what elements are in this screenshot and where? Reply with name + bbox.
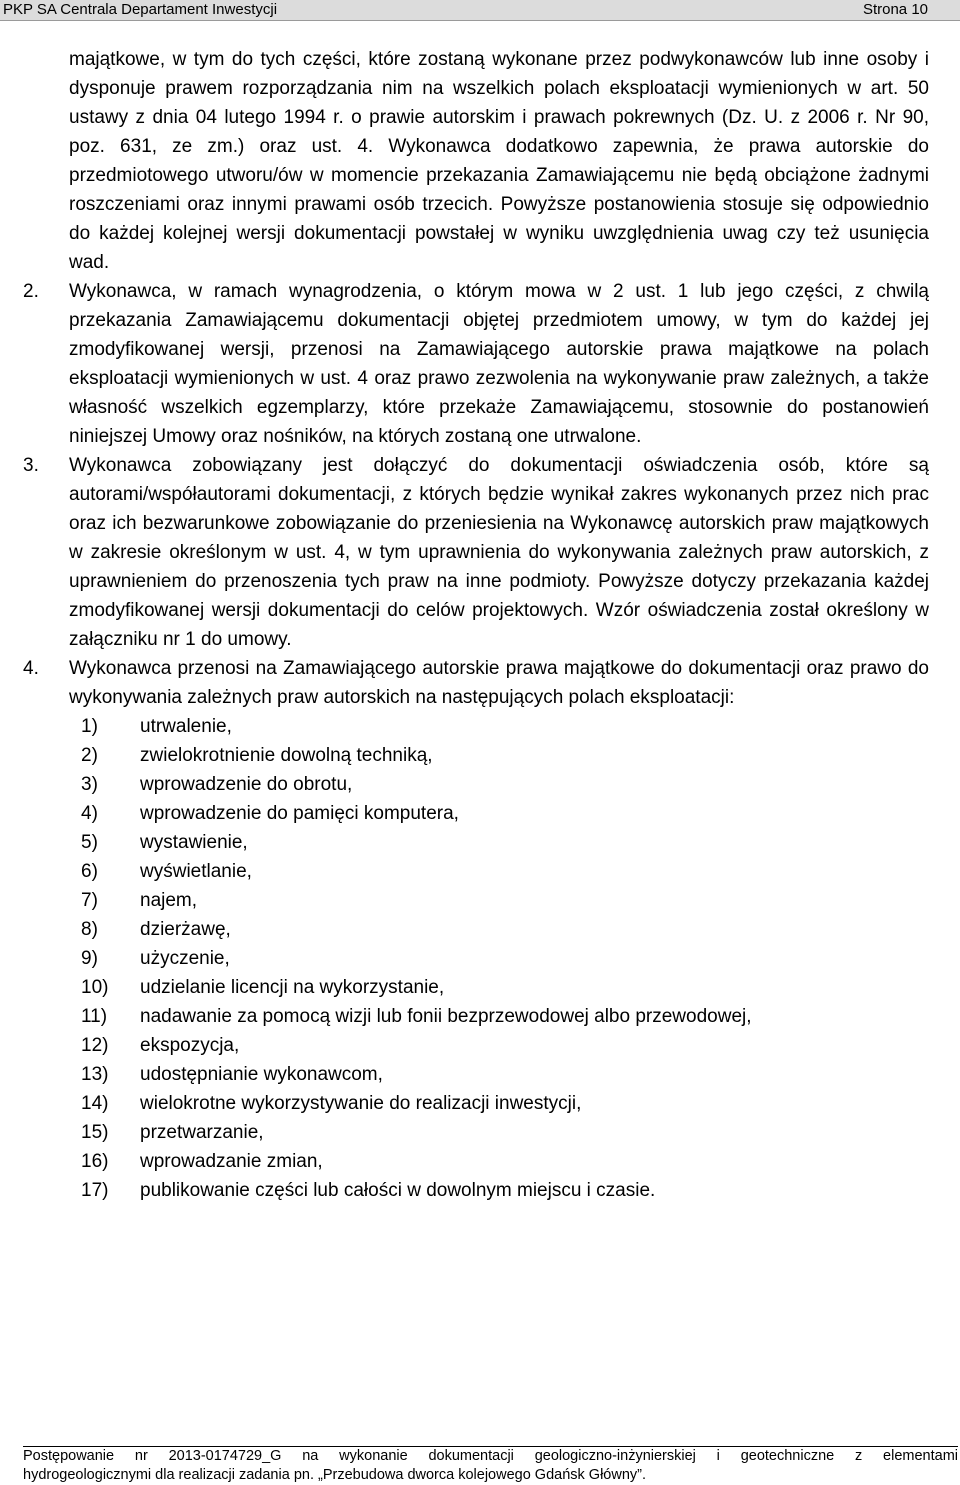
field-number: 9) [81,948,98,969]
intro-paragraph: majątkowe, w tym do tych części, które zostaną wykonane przez podwykonawców lub inne osoby i dysponuje prawem rozporządzania nim na wszelkich polach eksploatacji wymienionych w art. 50 ustawy z dnia 04 lutego 1994 r. o prawie autorskim i prawach pokrewnych (Dz. U. z 2006 r. Nr 90, poz. 631, ze zm.) oraz ust. 4. Wykonawca dodatkowo zapewnia, że prawa autorskie do przedmiotowego utworu/ów w momencie przekazania Zamawiającemu nie będą obciążone żadnymi roszczeniami oraz innymi prawami osób trzecich. Powyższe postanowienia stosuje się odpowiednio do każdej kolejnej wersji dokumentacji powstałej w wyniku uwzględnienia uwag czy też usunięcia wad. [69,49,929,273]
list-item [69,1118,929,1147]
list-item [69,712,929,741]
list-item [69,1089,929,1118]
list-item [69,799,929,828]
footer-line-2: hydrogeologicznymi dla realizacji zadania pn. „Przebudowa dworca kolejowego Gdańsk Główny”. [23,1467,647,1483]
field-number: 15) [81,1122,109,1143]
field-text: przetwarzanie, [140,1122,264,1143]
item-text: Wykonawca zobowiązany jest dołączyć do dokumentacji oświadczenia osób, które są autorami/współautorami dokumentacji, z których będzie wynikał zakres wykonanych przez nich prac oraz ich bezwarunkowe zobowiązanie do przeniesienia na Wykonawcę autorskich praw majątkowych w zakresie określonym w ust. 4, w tym uprawnienia do wykonywania zależnych praw autorskich, z uprawnieniem do przenoszenia tych praw na inne podmioty. Powyższe dotyczy przekazania każdej zmodyfikowanej wersji dokumentacji do celów projektowych. Wzór oświadczenia został określony w załączniku nr 1 do umowy. [69,455,929,650]
list-item [69,1176,929,1205]
field-text: utrwalenie, [140,716,232,737]
field-text: dzierżawę, [140,919,231,940]
field-text: nadawanie za pomocą wizji lub fonii bezprzewodowej albo przewodowej, [140,1006,752,1027]
field-text: wyświetlanie, [140,861,252,882]
list-item-4 [23,654,929,712]
field-number: 6) [81,861,98,882]
list-item [69,944,929,973]
field-text: ekspozycja, [140,1035,240,1056]
field-number: 3) [81,774,98,795]
list-item [69,857,929,886]
field-text: zwielokrotnienie dowolną techniką, [140,745,433,766]
list-item [69,1002,929,1031]
list-item [69,828,929,857]
item-text: Wykonawca przenosi na Zamawiającego autorskie prawa majątkowe do dokumentacji oraz prawo do wykonywania zależnych praw autorskich na następujących polach eksploatacji: [69,658,929,708]
field-text: udostępnianie wykonawcom, [140,1064,383,1085]
header-page-number: Strona 10 [862,1,928,18]
item-number: 4. [23,658,39,679]
list-item [69,886,929,915]
field-number: 16) [81,1151,109,1172]
field-number: 13) [81,1064,109,1085]
item-number: 3. [23,455,39,476]
field-number: 8) [81,919,98,940]
document-body [23,45,929,1205]
field-number: 7) [81,890,98,911]
list-item [69,915,929,944]
item-number: 2. [23,281,39,302]
field-text: udzielanie licencji na wykorzystanie, [140,977,445,998]
list-item [69,1031,929,1060]
field-text: wprowadzenie do obrotu, [140,774,353,795]
field-text: publikowanie części lub całości w dowolnym miejscu i czasie. [140,1180,656,1201]
field-text: wielokrotne wykorzystywanie do realizacji inwestycji, [140,1093,582,1114]
field-number: 1) [81,716,98,737]
field-number: 14) [81,1093,109,1114]
page-header [0,0,960,21]
list-item [69,1060,929,1089]
field-text: wystawienie, [140,832,248,853]
list-item-2 [23,277,929,451]
field-number: 11) [81,1006,108,1027]
list-item [69,770,929,799]
page-footer [23,1446,958,1485]
item-text: Wykonawca, w ramach wynagrodzenia, o którym mowa w 2 ust. 1 lub jego części, z chwilą przekazania Zamawiającemu dokumentacji objętej przedmiotem umowy, w tym do każdej jej zmodyfikowanej wersji, przenosi na Zamawiającego autorskie prawa majątkowe na polach eksploatacji wymienionych w ust. 4 oraz prawo zezwolenia na wykonywanie praw zależnych, a także własność wszelkich egzemplarzy, które przekaże Zamawiającemu, stosownie do postanowień niniejszej Umowy oraz nośników, na których zostaną one utrwalone. [69,281,929,447]
field-number: 2) [81,745,98,766]
list-item [69,1147,929,1176]
field-text: wprowadzanie zmian, [140,1151,323,1172]
field-number: 17) [81,1180,109,1201]
list-item-3 [23,451,929,654]
list-item [69,741,929,770]
field-text: użyczenie, [140,948,230,969]
footer-line-1: Postępowanie nr 2013-0174729_G na wykonanie dokumentacji geologiczno-inżynierskiej i geotechniczne z elementami [23,1448,958,1464]
field-text: wprowadzenie do pamięci komputera, [140,803,459,824]
field-text: najem, [140,890,198,911]
header-organization: PKP SA Centrala Departament Inwestycji [3,1,278,18]
list-item [69,973,929,1002]
field-number: 5) [81,832,98,853]
field-number: 4) [81,803,98,824]
exploitation-fields-list [69,712,929,1205]
field-number: 10) [81,977,109,998]
field-number: 12) [81,1035,109,1056]
